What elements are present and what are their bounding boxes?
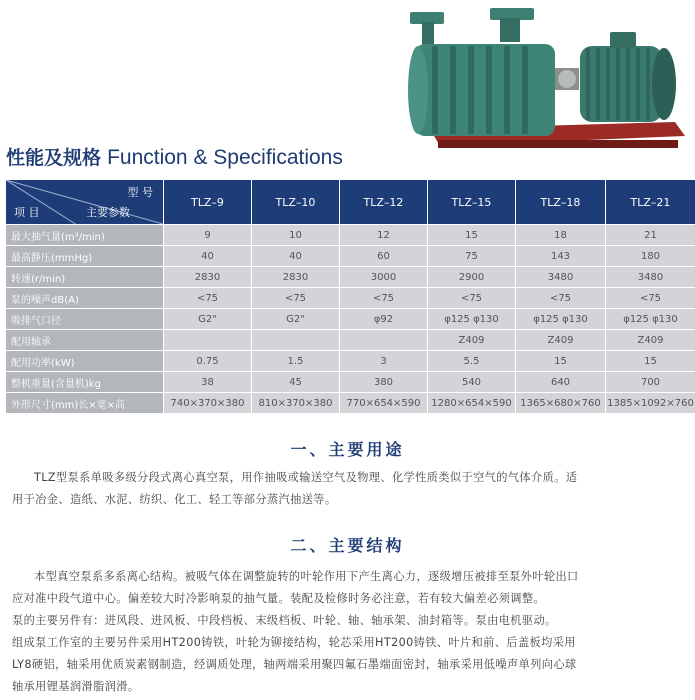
table-cell: 38: [164, 372, 252, 393]
table-cell: 75: [428, 246, 516, 267]
table-cell: 1385×1092×760: [606, 393, 695, 414]
column-header: TLZ–21: [606, 180, 695, 225]
table-cell: 540: [428, 372, 516, 393]
table-cell: Z409: [606, 330, 695, 351]
table-cell: 1365×680×760: [516, 393, 606, 414]
section-title-usage: 一、主要用途: [290, 440, 405, 459]
paragraph-line: 用于冶金、造纸、水泥、纺织、化工、轻工等部分蒸汽抽送等。: [12, 493, 337, 506]
paragraph-line: LY8硬铝，轴采用优质炭素钢制造，经调质处理，轴两端采用聚四氟石墨端面密封，轴承采用低噪声单列向心球: [12, 658, 577, 671]
row-label: 整机重量(含量机)kg: [6, 372, 164, 393]
row-label: 最高静压(mmHg): [6, 246, 164, 267]
row-label: 转速(r/min): [6, 267, 164, 288]
table-cell: 2830: [164, 267, 252, 288]
paragraph-line: 应对准中段气道中心。偏差较大时冷影响泵的抽气量。装配及检修时务必注意，若有较大偏差必须调整。: [12, 592, 546, 605]
table-row: [6, 330, 695, 351]
table-cell: <75: [516, 288, 606, 309]
column-header: TLZ–15: [428, 180, 516, 225]
table-cell: 2830: [252, 267, 340, 288]
table-header-row: [6, 180, 695, 225]
table-cell: 40: [252, 246, 340, 267]
table-cell: Z409: [516, 330, 606, 351]
table-row: [6, 393, 695, 414]
spec-table: [5, 179, 695, 414]
table-cell: φ125 φ130: [428, 309, 516, 330]
paragraph-line: 组成泵工作室的主要另件采用HT200铸铁，叶轮为铆接结构，轮芯采用HT200铸铁、叶片和前、后盖板均采用: [12, 636, 576, 649]
table-cell: <75: [606, 288, 695, 309]
corner-param-label: 主要参数: [86, 206, 130, 219]
table-cell: 143: [516, 246, 606, 267]
table-row: [6, 267, 695, 288]
table-row: [6, 351, 695, 372]
table-cell: 60: [340, 246, 428, 267]
table-cell: 2900: [428, 267, 516, 288]
table-cell: 12: [340, 225, 428, 246]
table-cell: [252, 330, 340, 351]
table-cell: 3480: [606, 267, 695, 288]
table-cell: G2": [252, 309, 340, 330]
table-cell: 40: [164, 246, 252, 267]
table-cell: 3480: [516, 267, 606, 288]
heading-cn: 性能及规格: [6, 147, 102, 169]
table-cell: 0.75: [164, 351, 252, 372]
table-cell: 15: [516, 351, 606, 372]
table-cell: 15: [606, 351, 695, 372]
table-cell: φ92: [340, 309, 428, 330]
table-cell: 770×654×590: [340, 393, 428, 414]
row-label: 外形尺寸(mm)长×宽×高: [6, 393, 164, 414]
table-row: [6, 372, 695, 393]
table-cell: 9: [164, 225, 252, 246]
row-label: 吸排气口径: [6, 309, 164, 330]
table-cell: G2": [164, 309, 252, 330]
table-cell: 21: [606, 225, 695, 246]
table-cell: 1.5: [252, 351, 340, 372]
table-cell: 1280×654×590: [428, 393, 516, 414]
table-cell: 640: [516, 372, 606, 393]
table-cell: 380: [340, 372, 428, 393]
table-row: [6, 225, 695, 246]
vacuum-pump-image: [400, 4, 695, 154]
paragraph-line: 轴承用锂基润滑脂润滑。: [12, 680, 140, 693]
table-cell: φ125 φ130: [606, 309, 695, 330]
table-cell: [340, 330, 428, 351]
row-label: 配用功率(kW): [6, 351, 164, 372]
row-label: 最大抽气量(m³/min): [6, 225, 164, 246]
table-cell: 3: [340, 351, 428, 372]
table-cell: 10: [252, 225, 340, 246]
table-cell: 700: [606, 372, 695, 393]
table-cell: 45: [252, 372, 340, 393]
table-row: [6, 309, 695, 330]
column-header: TLZ–12: [340, 180, 428, 225]
table-cell: φ125 φ130: [516, 309, 606, 330]
table-corner-cell: [6, 180, 164, 225]
table-cell: <75: [428, 288, 516, 309]
page-heading: [6, 143, 343, 170]
table-cell: <75: [164, 288, 252, 309]
table-row: [6, 246, 695, 267]
column-header: TLZ–10: [252, 180, 340, 225]
paragraph-line: 本型真空泵系多系离心结构。被吸气体在调整旋转的叶轮作用下产生离心力，逐级增压被排至泵外叶轮出口: [34, 570, 579, 583]
table-cell: 18: [516, 225, 606, 246]
table-cell: 740×370×380: [164, 393, 252, 414]
table-cell: 810×370×380: [252, 393, 340, 414]
structure-paragraph: [12, 566, 687, 698]
heading-en: Function & Specifications: [107, 146, 343, 169]
column-header: TLZ–9: [164, 180, 252, 225]
paragraph-line: 泵的主要另件有：进风段、进风板、中段档板、末级档板、叶轮、轴、轴承架、油封箱等。泵由电机驱动。: [12, 614, 557, 627]
corner-item-label: 项 目: [14, 206, 40, 219]
paragraph-line: TLZ型泵系单吸多级分段式离心真空泵，用作抽吸或输送空气及物理、化学性质类似于空气的气体介质。适: [34, 471, 578, 484]
table-cell: 3000: [340, 267, 428, 288]
table-cell: 15: [428, 225, 516, 246]
row-label: 配用轴承: [6, 330, 164, 351]
table-cell: <75: [340, 288, 428, 309]
column-header: TLZ–18: [516, 180, 606, 225]
table-row: [6, 288, 695, 309]
table-cell: Z409: [428, 330, 516, 351]
table-cell: <75: [252, 288, 340, 309]
usage-paragraph: [12, 467, 687, 511]
section-title-structure: 二、主要结构: [290, 536, 405, 555]
table-cell: 180: [606, 246, 695, 267]
row-label: 泵的噪声dB(A): [6, 288, 164, 309]
table-cell: 5.5: [428, 351, 516, 372]
table-cell: [164, 330, 252, 351]
corner-model-label: 型 号: [127, 186, 153, 199]
